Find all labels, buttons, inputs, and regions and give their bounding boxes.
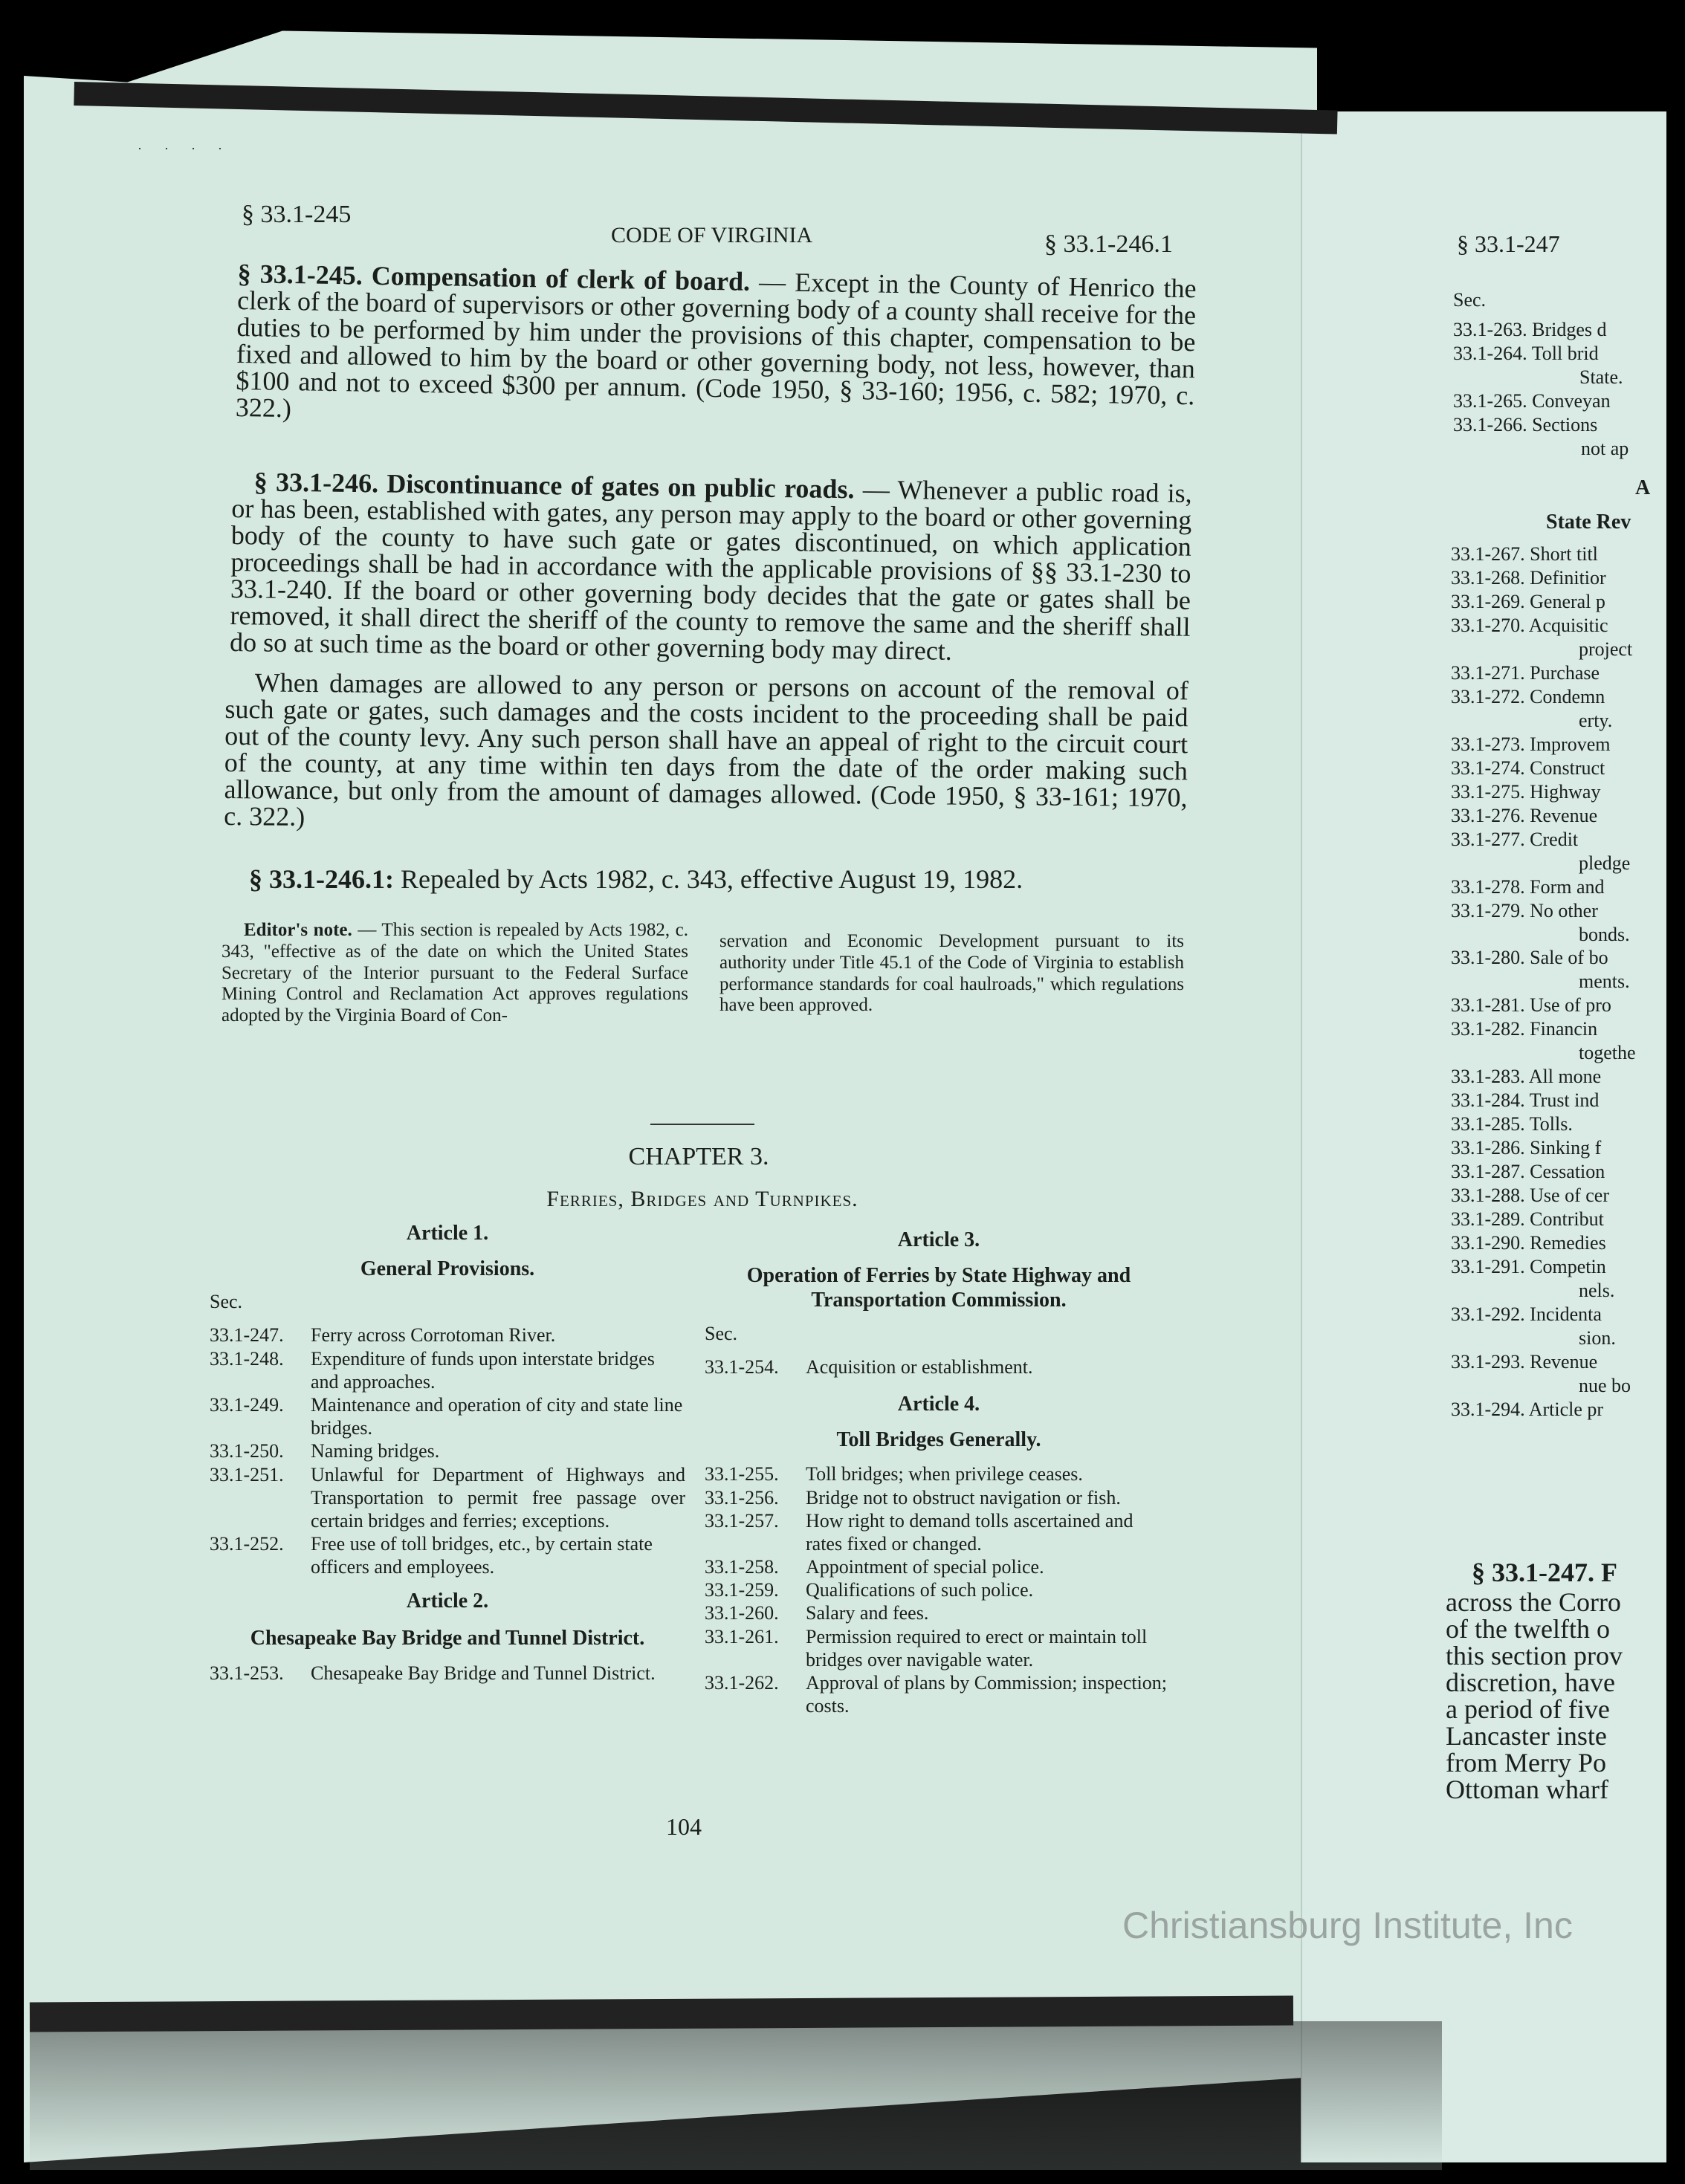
right-toc-item: 33.1-278. Form and	[1451, 875, 1605, 898]
right-header: § 33.1-247	[1457, 230, 1560, 257]
right-toc-item: 33.1-283. All mone	[1451, 1066, 1602, 1088]
toc-item: 33.1-248. Expenditure of funds upon interstate bridges and approaches.	[210, 1347, 655, 1393]
right-toc-item: 33.1-272. Condemn	[1451, 685, 1605, 707]
right-toc-list-a	[1453, 318, 1646, 461]
right-toc-item: 33.1-289. Contribut	[1451, 1208, 1604, 1231]
toc-item: 33.1-252. Free use of toll bridges, etc., by certain state officers and employees.	[210, 1533, 653, 1578]
section-246-body: — Whenever a public road is, or has been, established with gates, any person may apply to the board or other governing body of the county to have such gate or gates discontinued, on which application proceedings shall be had in accordance with the applicable provisions of §§ 33.1-230 to 33.1-240. If the board or other governing body decides that the gate or gates shall be removed, it shall direct the sheriff of the county to remove the same and the sheriff shall do so at such time as the board or other governing body may direct.	[229, 474, 1192, 666]
right-toc-item: 33.1-288. Use of cer	[1451, 1185, 1609, 1207]
toc-item: 33.1-249. Maintenance and operation of city and state line bridges.	[210, 1393, 683, 1439]
right-toc-item: 33.1-279. No other	[1451, 899, 1598, 921]
right-toc-item: 33.1-294. Article pr	[1451, 1398, 1604, 1420]
toc-item: 33.1-250. Naming bridges.	[210, 1440, 440, 1462]
right-toc-item: ments.	[1579, 971, 1630, 993]
toc-item: 33.1-261. Permission required to erect or maintain toll bridges over navigable water.	[705, 1625, 1148, 1671]
right-toc-item: 33.1-287. Cessation	[1451, 1161, 1605, 1183]
section-246-1-title: § 33.1-246.1:	[249, 864, 394, 894]
article-2-label: Article 2.	[406, 1590, 489, 1613]
right-body-line: of the twelfth o	[1446, 1614, 1610, 1644]
right-toc-item: 33.1-265. Conveyan	[1453, 389, 1611, 412]
chapter-heading: CHAPTER 3.	[628, 1143, 769, 1170]
right-toc-item: 33.1-285. Tolls.	[1451, 1113, 1573, 1135]
article-1-label: Article 1.	[406, 1222, 489, 1245]
editors-note-left	[221, 920, 688, 1027]
section-246-1-body: Repealed by Acts 1982, c. 343, effective August 19, 1982.	[400, 864, 1023, 894]
right-article-letter: A	[1635, 476, 1651, 499]
right-toc-item: 33.1-267. Short titl	[1451, 543, 1598, 565]
bottom-shadow	[30, 2021, 1442, 2170]
right-toc-item: 33.1-268. Definitior	[1451, 566, 1606, 589]
article-4-label: Article 4.	[897, 1393, 980, 1416]
right-toc-item: 33.1-273. Improvem	[1451, 733, 1611, 755]
toc-item: 33.1-259. Qualifications of such police.	[705, 1579, 1034, 1601]
right-toc-item: togethe	[1579, 1042, 1636, 1064]
right-toc-item: 33.1-280. Sale of bo	[1451, 947, 1608, 969]
right-toc-item: erty.	[1579, 709, 1613, 731]
right-sec-label: Sec.	[1453, 289, 1487, 311]
right-toc-item: 33.1-292. Incidenta	[1451, 1303, 1602, 1325]
article-3-title: Operation of Ferries by State Highway and Transportation Commission.	[746, 1263, 1131, 1312]
article-1-title: General Provisions.	[360, 1257, 535, 1280]
right-toc-item: 33.1-291. Competin	[1451, 1256, 1606, 1278]
toc-item: 33.1-260. Salary and fees.	[705, 1602, 929, 1624]
toc-item: 33.1-253. Chesapeake Bay Bridge and Tunnel District.	[210, 1662, 656, 1684]
right-toc-item: not ap	[1581, 437, 1629, 459]
right-toc-item: nels.	[1579, 1280, 1615, 1302]
right-body-line: across the Corro	[1446, 1589, 1621, 1617]
right-toc-item: 33.1-263. Bridges d	[1453, 319, 1607, 340]
right-toc-item: 33.1-269. General p	[1451, 590, 1605, 612]
right-toc-item: nue bo	[1579, 1374, 1631, 1396]
right-toc-list-b	[1451, 542, 1644, 1422]
right-article-title: State Rev	[1546, 511, 1631, 534]
article-3-label: Article 3.	[897, 1228, 980, 1251]
right-body-line: Ottoman wharf	[1446, 1775, 1608, 1803]
scan-specks: ····	[138, 141, 245, 156]
right-toc-item: 33.1-293. Revenue	[1451, 1350, 1598, 1373]
page-number: 104	[666, 1813, 702, 1840]
right-body-line: this section prov	[1446, 1641, 1623, 1671]
header-center: CODE OF VIRGINIA	[611, 223, 813, 247]
right-toc-item: 33.1-276. Revenue	[1451, 804, 1598, 826]
right-toc-item: 33.1-286. Sinking f	[1451, 1137, 1602, 1159]
section-246	[230, 468, 1192, 667]
right-toc-item: 33.1-284. Trust ind	[1451, 1089, 1600, 1112]
toc-item: 33.1-255. Toll bridges; when privilege ceases.	[705, 1463, 1083, 1485]
right-toc-item: sion.	[1579, 1326, 1616, 1349]
right-toc-item: 33.1-266. Sections	[1453, 413, 1598, 435]
right-toc-item: project	[1579, 638, 1633, 660]
right-section-title: § 33.1-247. F	[1472, 1559, 1617, 1586]
section-245-body: — Except in the County of Henrico the clerk of the board of supervisors or other governing body of a county shall receive for the duties to be performed by him under the provisions of this chapter, compensation to be fixed and allowed to him by the board or other governing body, not less, however, than $100 and not to exceed $300 per annum. (Code 1950, § 33-160; 1956, c. 582; 1970, c. 322.)	[235, 267, 1197, 424]
right-toc-item: 33.1-275. Highway	[1451, 780, 1601, 803]
chapter-title: Ferries, Bridges and Turnpikes.	[546, 1187, 858, 1211]
right-toc-item: 33.1-277. Credit	[1451, 828, 1579, 850]
right-toc-item: 33.1-282. Financin	[1451, 1018, 1598, 1040]
right-toc-item: bonds.	[1579, 923, 1630, 945]
right-toc-item: 33.1-281. Use of pro	[1451, 994, 1611, 1017]
editors-note-left-text: — This section is repealed by Acts 1982, c. 343, "effective as of the date on which the United States Secretary of the Interior pursuant to the Federal Surface Mining Control and Reclamation Act approves regulations adopted by the Virginia Board of Con-	[221, 920, 688, 1025]
section-246-para2: When damages are allowed to any person or persons on account of the removal of such gate or gates, such damages and the costs incident to the proceeding shall be paid out of the county levy. Any such person shall have an appeal of right to the circuit court of the county, at any time within ten days from the date of the order making such allowance, but only from the amount of damages allowed. (Code 1950, § 33-161; 1970, c. 322.)	[224, 667, 1188, 832]
toc-item: 33.1-262. Approval of plans by Commission; inspection; costs.	[705, 1672, 1168, 1717]
chapter-rule	[650, 1124, 754, 1125]
section-246-title: § 33.1-246. Discontinuance of gates on public roads.	[253, 467, 855, 505]
article-1-list	[210, 1323, 685, 1578]
header-left: § 33.1-245	[242, 201, 352, 228]
toc-item: 33.1-254. Acquisition or establishment.	[705, 1355, 1033, 1378]
article-2-list	[210, 1662, 685, 1685]
right-toc-item: 33.1-264. Toll brid	[1453, 342, 1599, 364]
article-4-title: Toll Bridges Generally.	[836, 1428, 1041, 1451]
header-right: § 33.1-246.1	[1044, 230, 1173, 258]
editors-note-label: Editor's note.	[244, 920, 352, 940]
sec-label-2: Sec.	[705, 1322, 738, 1344]
article-2-title: Chesapeake Bay Bridge and Tunnel District.	[250, 1627, 645, 1650]
right-body-line: Lancaster inste	[1446, 1721, 1607, 1751]
editors-note-right: servation and Economic Development pursuant to its authority under Title 45.1 of the Code of Virginia to establish performance standards for coal haulroads," which regulations have been approved.	[719, 931, 1184, 1016]
right-body-line: a period of five	[1446, 1694, 1610, 1724]
sec-label: Sec.	[210, 1291, 243, 1313]
watermark: Christiansburg Institute, Inc	[1122, 1905, 1573, 1946]
toc-item: 33.1-247. Ferry across Corrotoman River.	[210, 1324, 556, 1347]
right-toc-item: State.	[1579, 366, 1623, 388]
right-section-body	[1446, 1589, 1650, 1803]
toc-item: 33.1-257. How right to demand tolls ascertained and rates fixed or changed.	[705, 1509, 1133, 1555]
right-toc-item: 33.1-270. Acquisitic	[1451, 614, 1608, 636]
section-245	[236, 260, 1197, 435]
article-4-list	[705, 1462, 1173, 1717]
article-3-list	[705, 1355, 1173, 1378]
right-toc-item: 33.1-271. Purchase	[1451, 661, 1600, 684]
section-245-title: § 33.1-245. Compensation of clerk of board.	[237, 259, 751, 297]
toc-item: 33.1-251. Unlawful for Department of Highways and Transportation to permit free passage over certain bridges and ferries; exceptions.	[210, 1463, 685, 1532]
toc-item: 33.1-258. Appointment of special police.	[705, 1556, 1044, 1578]
toc-item: 33.1-256. Bridge not to obstruct navigation or fish.	[705, 1486, 1121, 1509]
section-246-1	[249, 866, 1215, 892]
right-body-line: discretion, have	[1446, 1668, 1615, 1697]
right-toc-item: 33.1-290. Remedies	[1451, 1232, 1606, 1254]
toc-right-column	[705, 1228, 1173, 1717]
right-toc-item: 33.1-274. Construct	[1451, 756, 1605, 779]
toc-left-column	[210, 1221, 685, 1685]
right-toc-item: pledge	[1579, 852, 1631, 874]
right-body-line: from Merry Po	[1446, 1748, 1606, 1778]
